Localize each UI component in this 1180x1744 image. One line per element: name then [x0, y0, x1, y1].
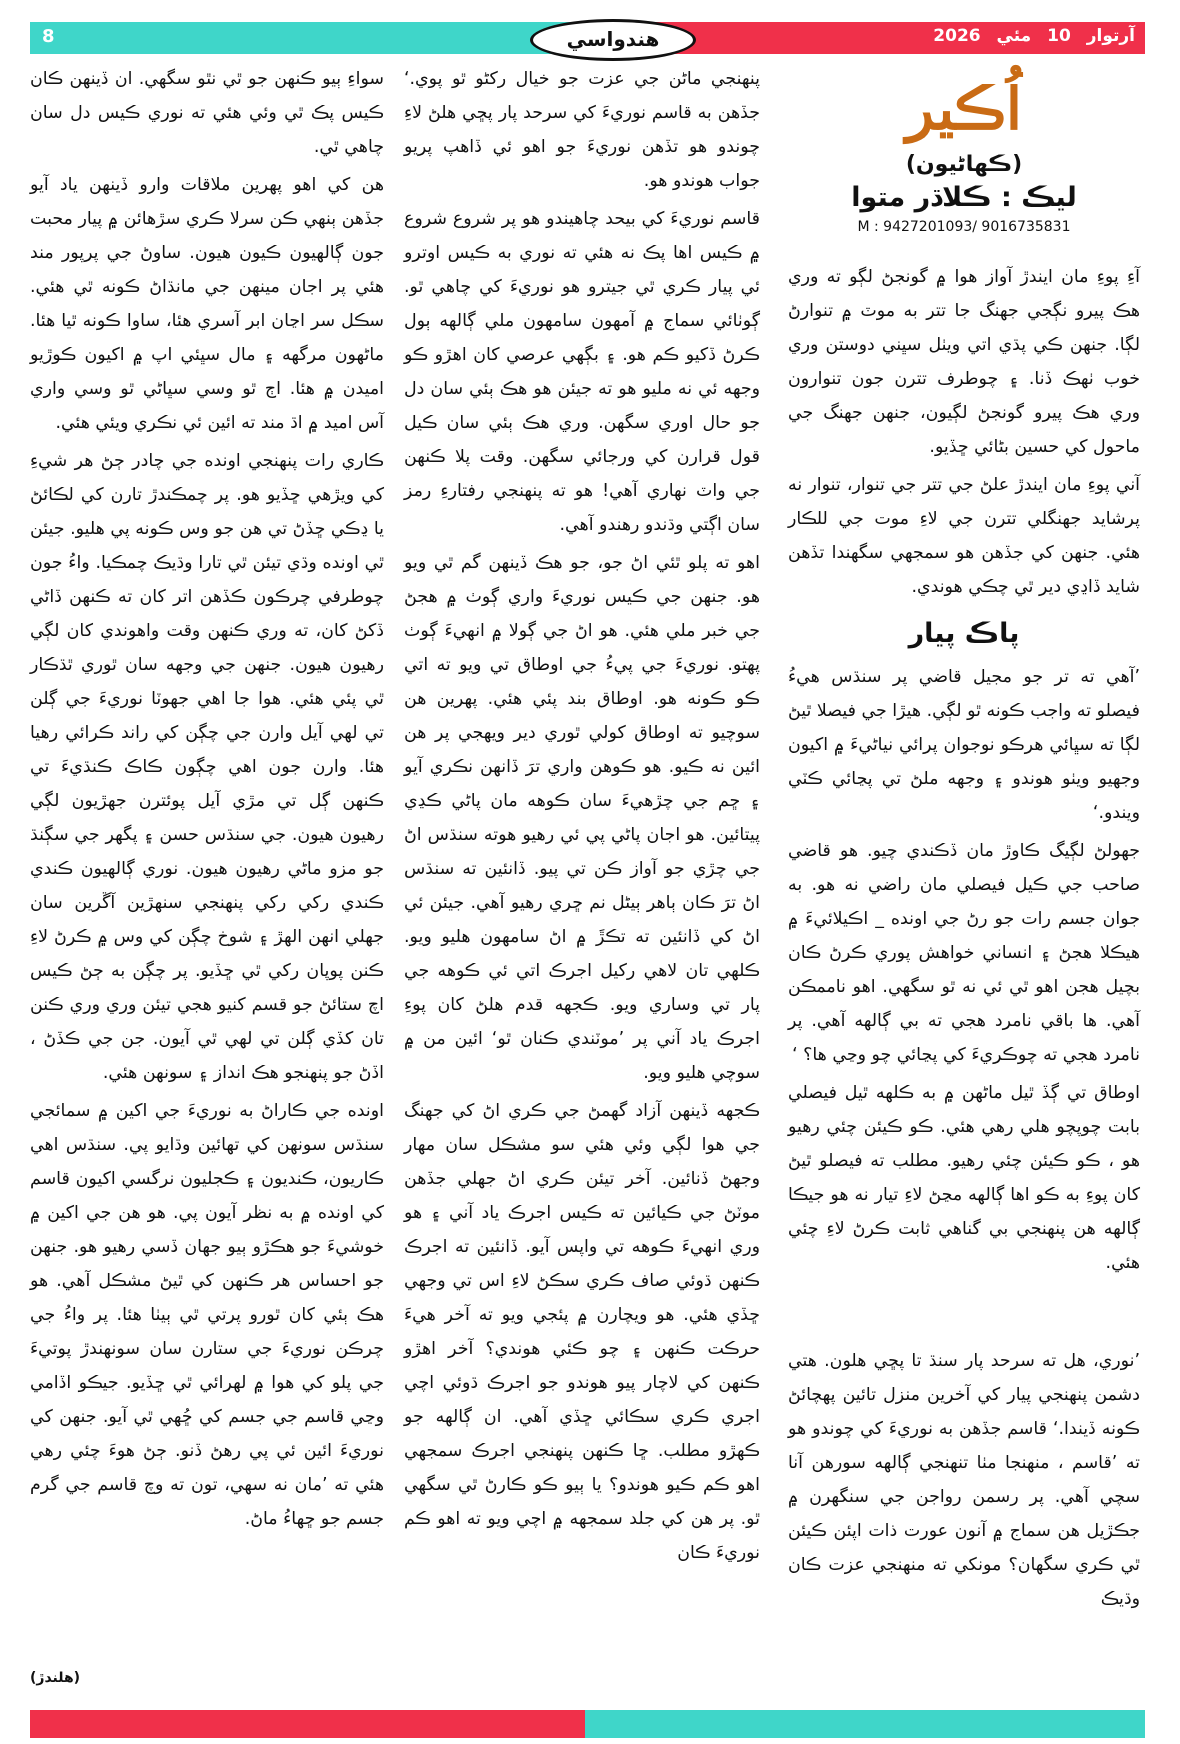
column-gap: [788, 1284, 1140, 1344]
paragraph: آني پوءِ مان ايندڙ علڻ جي تتر جي تنوار، تنوار نه پرشايد جهنگلي تترن جي لاءِ موت جي للڪار هئي. جنهن کي جڏهن هو سمجهي سگهندا تڏهن شايد ڏاڍي دير ٿي چڪي هوندي.: [788, 475, 1140, 597]
footer-band-left: [30, 1710, 585, 1738]
newspaper-logo: هندواسي: [530, 19, 696, 61]
story-author: ليڪ : ڪلاڌر متوا: [851, 182, 1077, 213]
paragraph: ڪجهه ڏينهن آزاد گهمڻ جي ڪري اڻ کي جهنگ جي هوا لڳي وئي هئي سو مشڪل سان مهار وجهڻ ڏنائين. آخر تيئن ڪري اڻ جهلي جڏهن موٽڻ جي ڪيائين ته ڪيس اجرڪ ياد آني ۽ هو وري انهيءَ ڪوهه تي واپس آيو. ڏانئين ته اجرڪ ڪنهن ڌوئي صاف ڪري سڪڻ لاءِ اس تي وجهي ڇڏي هئي. هو ويچارن ۾ پئجي ويو ته آخر هيءَ حرڪت ڪنهن ۽ چو ڪئي هوندي؟ آخر اهڙو ڪنهن کي لاچار پيو هوندو جو اجرڪ ڌوئي اچي اجري ڪري سڪائي ڇڏي آهي. ان ڳالهه جو ڪهڙو مطلب. ڇا ڪنهن پنهنجي اجرڪ سمجهي اهو ڪم ڪيو هوندو؟ يا ٻيو ڪو ڪارڻ ٿي سگهي ٿو. پر هن کي جلد سمجهه ۾ اچي ويو ته اهو ڪم نوريءَ ڪان: [404, 1101, 760, 1563]
paragraph: ’نوري، هل ته سرحد پار سنڌ تا پڇي هلون. هتي دشمن پنهنجي پيار کي آخرين منزل تائين پهچائڻ ڪونه ڏيندا.‘ قاسم جڏهن به نوريءَ کي چوندو هو ته ’قاسم ، منهنجا مٺا تنهنجي ڳالهه سورهن آنا سچي آهي. پر رسمن رواجن جي سنگهرن ۾ جڪڙيل هن سماج ۾ آنون عورت ذات اپئن ڪيئن ٿي ڪري سگهان؟ مونکي ته منهنجي عزت ڪان وڌيڪ: [788, 1351, 1140, 1609]
date-day: 10: [1047, 26, 1071, 46]
paragraph: اونده جي ڪاراڻ به نوريءَ جي اکين ۾ سمائجي سنڌس سونهن کي تهائين وڌايو پي. سنڌس اهي ڪاريون، ڪنديون ۽ ڪجليون نرگسي اکيون قاسم کي اونده ۾ به نظر آيون پي. هو هن جي اکين ۾ خوشيءَ جو هڪڙو ٻيو جهان ڏسي رهيو هو. جنهن جو احساس هر ڪنهن کي ٿيڻ مشڪل آهي. هو هڪ ٻئي کان ٿورو پرتي ٿي ٻيٺا هئا. پر واءُ جي چرڪن نوريءَ جي ستارن سان سونهندڙ پوتيءَ جي پلو کي هوا ۾ لهرائي ٿي ڇڏيو. جيڪو اڏامي وڃي قاسم جي جسم کي ڇُهي ٿي آيو. جنهن کي نوريءَ ائين ئي پي رهڻ ڏنو. ڄڻ هوءَ چئي رهي هئي ته ’مان نه سهي، تون ته وچ قاسم جي گرم جسم جو ڇهاءُ ماڻ.: [30, 1101, 384, 1529]
page-header: [30, 22, 1145, 54]
date-line: [923, 26, 1135, 46]
paragraph: قاسم نوريءَ کي بيحد چاهيندو هو پر شروع شروع ۾ ڪيس اها پڪ نه هئي ته نوري به ڪيس اوترو ئي پيار ڪري ٿي جيترو هو نوريءَ کي چاهي ٿو. ڳوٺائي سماج ۾ آمهون سامهون ملي ڳالهه ٻول ڪرڻ ڏکيو ڪم هو. ۽ بڳهي عرصي کان اهڙو ڪو وجهه ئي نه مليو هو ته جيئن هو هڪ ٻئي سان دل جو حال اوري سگهن. وري هڪ ٻئي سان ڪيل قول قرارن کي ورجائي سگهن. وقت پلا ڪنهن جي واٽ نهاري آهي! هو ته پنهنجي رفتارءِ رمز سان اڳتي وڌندو رهندو آهي.: [404, 209, 760, 535]
paragraph: هن کي اهو پهرين ملاقات وارو ڏينهن ياد آيو جڏهن ٻنهي ڪن سرلا ڪري سڙهائن ۾ پيار محبت جون ڳالهيون ڪيون هيون. ساوڻ جي پرپور مند هئي پر اجان مينهن جي مانڌاڻ ڪونه ٿي هئي. سڪل سر اڃان ابر آسري هئا، ساوا ڪونه ٿيا هئا. ماڻهون مرگهه ۽ مال سڀئي اپ ۾ اکيون ڪوڙيو اميدن ۾ هئا. اڄ ٿو وسي سڀاڻي ٿو وسي واري آس اميد ۾ اڌ مند ته ائين ئي نڪري ويئي هئي.: [30, 175, 384, 433]
story-genre: (ڪهاڻيون): [905, 152, 1023, 177]
continued-label: (هلندڙ): [30, 1670, 81, 1686]
paragraph: ’آهي ته تر جو مجيل قاضي پر سنڌس هيءُ فيصلو ته واجب ڪونه ٿو لڳي. هيڙا جي فيصلا ٿيڻ لڳا ته سڀائي هرڪو نوجوان پرائي نياڻيءَ ۾ اکيون وجهيو ويٺو هوندو ۽ وجهه ملڻ تي پڃائي ڪٽي ويندو.‘: [788, 667, 1140, 823]
column-middle: [404, 62, 760, 1574]
weekday: آرتوار: [1086, 26, 1135, 46]
paragraph: اوطاق تي ڳڏ ٿيل ماڻهن ۾ به ڪلهه ٿيل فيصلي بابت چوپچو هلي رهي هئي. ڪو ڪيئن چئي رهيو هو ، ڪو ڪيئن چئي رهيو. مطلب ته فيصلو ٿيڻ کان پوءِ به ڪو اها ڳالهه مڃڻ لاءِ تيار نه هو جيڪا ڳالهه هن پنهنجي بي گناهي ثابت ڪرڻ لاءِ چئي هئي.: [788, 1083, 1140, 1273]
column-right: [788, 62, 1140, 1620]
paragraph: سواءِ ٻيو ڪنهن جو ٿي نٿو سگهي. ان ڏينهن ڪان ڪيس پڪ ٿي وئي هئي ته نوري ڪيس دل سان چاهي ٿي.: [30, 69, 384, 157]
paragraph: ڪاري رات پنهنجي اونده جي چادر ڄڻ هر شيءِ کي ويڙهي ڇڏيو هو. پر چمڪندڙ تارن کي لڪائڻ يا ڍڪي ڇڏڻ تي هن جو وس ڪونه پي هليو. جيئن ٿي اونده وڌي تيئن ٿي تارا وڌيڪ چمڪيا. واءُ جون چوطرفي چرڪون ڪڏهن اتر کان ته ڪنهن ڏاڻي ڏکڻ کان، ته وري ڪنهن وقت واهوندي کان لڳي رهيون هيون. جنهن جي وجهه سان ٿوري ٿڌڪار ٿي پئي هئي. هوا جا اهي جهوٽا نوريءَ جي ڳلن تي لهي آيل وارن جي چڳن کي راند ڪرائي رهيا هئا. وارن جون اهي چڳون ڪاڪ ڪنڌيءَ تي ڪنهن ڳل تي مڙي آيل پوئترن جهڙيون لڳي رهيون هيون. جي سنڌس حسن ۽ پگهر جي سڳنڌ جو مزو ماڻي رهيون هيون. نوري ڳالهيون ڪندي ڪندي رکي رکي پنهنجي سنهڙين آڱرين سان جهلي انهن الهڙ ۽ شوخ چڳن کي وس ۾ ڪرڻ لاءِ ڪنن پوپان رکي ٿي ڇڏيو. پر چڳن به ڄڻ ڪيس اچ ستائڻ جو قسم کنيو هجي تيئن وري وري ڪنن تان کڏي ڳلن تي لهي ٿي آيون. جن جي ڪڏڻ ، اڏڻ جو پنهنجو هڪ انداز ۽ سونهن هئي.: [30, 451, 384, 1083]
section-subheading: پاڪ پيار: [908, 618, 1020, 649]
paragraph: جهولڻ لڳيگ ڪاوڙ مان ڏڪندي چيو. هو قاضي صاحب جي ڪيل فيصلي مان راضي نه هو. به جوان جسم رات جو رڻ جي اونده _ اڪيلائيءَ ۾ هيڪلا هجڻ ۽ انساني خواهش پوري ڪرڻ ڪان بچيل هجن اهو ٿي ئي نه ٿو سگهي. اهو ناممڪن آهي. ها باقي نامرد هجي ته بي ڳالهه آهي. پر نامرد هجي ته چوڪريءَ کي پڃائي چو وڃي ها؟ ‘: [788, 841, 1140, 1065]
footer-band-right: [585, 1710, 1145, 1738]
paragraph: پنهنجي ماڻن جي عزت جو خيال رکڻو ٿو پوي.‘ جڏهن به قاسم نوريءَ کي سرحد پار پڇي هلڻ لاءِ چوندو هو تڏهن نوريءَ جو اهو ئي ڏاهپ پريو جواب هوندو هو.: [404, 69, 760, 191]
column-left: [30, 62, 384, 1540]
story-title: اُڪير: [906, 75, 1022, 143]
date-year: 2026: [933, 26, 981, 46]
header-band-left: [30, 22, 588, 54]
page-number: 8: [42, 26, 55, 47]
paragraph: آءِ پوءِ مان ايندڙ آواز هوا ۾ گونجڻ لڳو ته وري هڪ پيرو نڳجي جهنگ جا تتر به موٽ ۾ تنوارڻ لڳا. جنهن ڪي پڌي اتي ويٺل سڀني دوستن وري خوب ٺهڪ ڏنا. ۽ چوطرف تترن جون تنوارون وري هڪ پيرو گونجڻ لڳيون، جنهن جهنگ جي ماحول کي حسين بڻائي ڇڏيو.: [788, 267, 1140, 457]
author-phone: M : 9427201093/ 9016735831: [857, 219, 1071, 235]
date-month: مئي: [996, 26, 1032, 46]
paragraph: اهو ته پلو ٿئي اڻ جو، جو هڪ ڏينهن گم ٿي ويو هو. جنهن جي ڪيس نوريءَ واري ڳوٺ ۾ هجڻ جي خبر ملي هئي. هو اڻ جي ڳولا ۾ انهيءَ ڳوٺ پهتو. نوريءَ جي پيءُ جي اوطاق تي ويو ته اتي ڪو ڪونه هو. اوطاق بند پئي هئي. پهرين هن سوچيو ته اوطاق کولي ٿوري دير ويهجي پر هن ائين نه ڪيو. هو ڪوهن واري ترَ ڏانهن نڪري آيو ۽ ڇم جي چڙهيءَ سان ڪوهه مان پاڻي ڪڍي پيتائين. هو اجان پاڻي پي ئي رهيو هوته سنڌس اڻ جي چڙي جو آواز ڪن تي پيو. ڏانئين ته سنڌس اڻ ترَ ڪان ٻاهر ٻيڻل نم ڇري رهيو آهي. جيئن ئي اڻ کي ڏانئين ته تڪڙَ ۾ اڻ سامهون هليو ويو. ڪلهي تان لاهي رکيل اجرڪ اتي ئي ڪوهه جي پار تي وساري ويو. ڪجهه قدم هلڻ کان پوءِ اجرڪ ياد آني پر ’موٽندي ڪنان ٿو‘ ائين من ۾ سوچي هليو ويو.: [404, 553, 760, 1083]
